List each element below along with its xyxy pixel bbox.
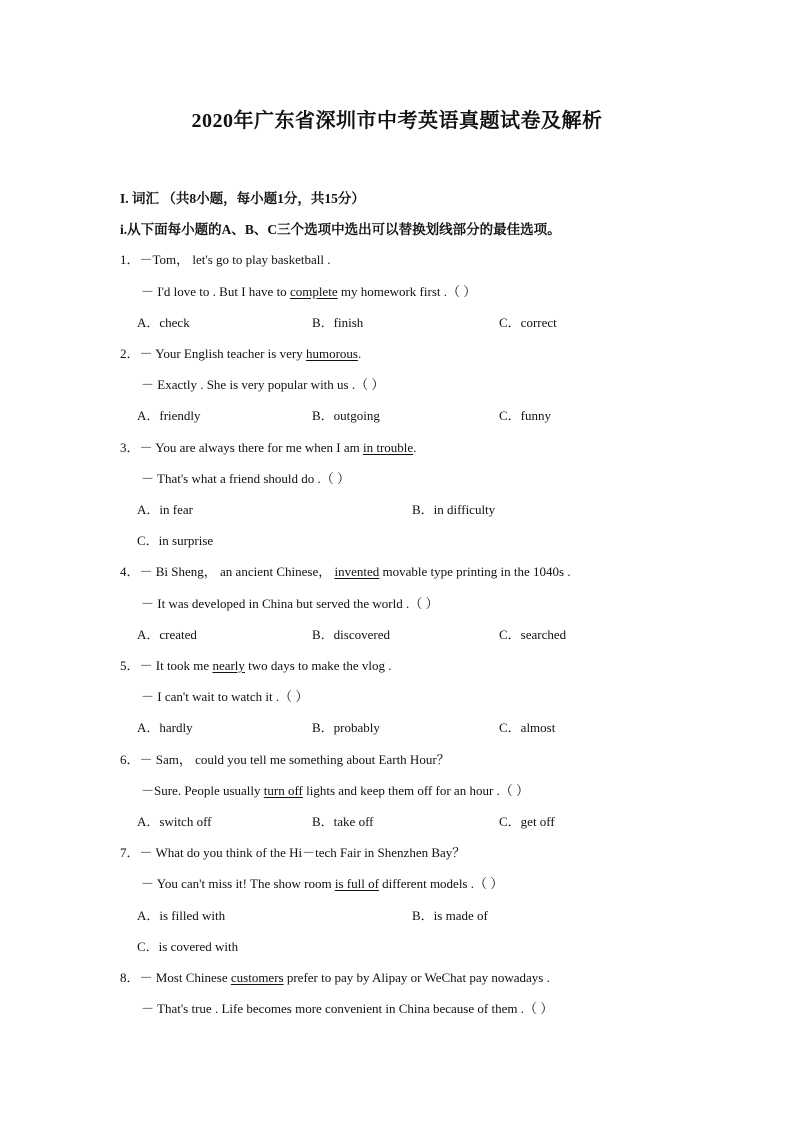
question-2-text-end: . [357, 346, 362, 361]
option-3c[interactable]: C．in surprise [137, 533, 214, 548]
response-6-text-end: lights and keep them off for an hour .（ ） [302, 783, 530, 798]
option-3a[interactable]: A．in fear [137, 502, 193, 517]
question-1 [120, 249, 331, 268]
underlined-word: is full of [334, 876, 379, 891]
question-4-text-end: movable type printing in the 1040s . [379, 564, 571, 579]
section-instruction: i.从下面每小题的A、B、C三个选项中选出可以替换划线部分的最佳选项。 [120, 222, 561, 237]
option-7a[interactable]: A．is filled with [137, 908, 226, 923]
response-5: － I can't wait to watch it .（ ） [141, 689, 309, 704]
option-5b[interactable]: B．probably [312, 720, 380, 735]
option-3b[interactable]: B．in difficulty [412, 502, 496, 517]
underlined-word: complete [289, 284, 338, 299]
response-3: － That's what a friend should do .（ ） [141, 471, 350, 486]
question-5 [120, 655, 392, 674]
response-6 [141, 780, 529, 799]
underlined-word: customers [230, 970, 284, 985]
response-7 [141, 873, 503, 892]
response-7-text-end: different models .（ ） [378, 876, 504, 891]
response-2: － Exactly . She is very popular with us .（ ） [141, 377, 385, 392]
question-2 [120, 343, 361, 362]
response-1 [141, 281, 476, 300]
option-2c[interactable]: C．funny [499, 408, 552, 423]
question-4-text: 4．－ Bi Sheng， an ancient Chinese， [120, 564, 335, 579]
option-5a[interactable]: A．hardly [137, 720, 193, 735]
option-1b[interactable]: B．finish [312, 315, 364, 330]
option-2a[interactable]: A．friendly [137, 408, 201, 423]
question-7: 7．－ What do you think of the Hi－tech Fair in Shenzhen Bay？ [120, 845, 466, 860]
question-2-text: 2．－ Your English teacher is very [120, 346, 306, 361]
question-8-text-end: prefer to pay by Alipay or WeChat pay nowadays . [283, 970, 550, 985]
section-heading: I. 词汇 （共8小题，每小题1分，共15分） [120, 191, 365, 206]
option-7c[interactable]: C．is covered with [137, 939, 239, 954]
response-6-text: －Sure. People usually [141, 783, 264, 798]
option-5c[interactable]: C．almost [499, 720, 556, 735]
option-6b[interactable]: B．take off [312, 814, 374, 829]
option-6a[interactable]: A．switch off [137, 814, 212, 829]
question-6: 6．－ Sam， could you tell me something about Earth Hour？ [120, 752, 450, 767]
question-3-text: 3．－ You are always there for me when I am [120, 440, 363, 455]
response-1-text: － I'd love to . But I have to [141, 284, 290, 299]
option-1c[interactable]: C．correct [499, 315, 557, 330]
option-4b[interactable]: B．discovered [312, 627, 390, 642]
option-2b[interactable]: B．outgoing [312, 408, 380, 423]
question-4 [120, 561, 571, 580]
option-4c[interactable]: C．searched [499, 627, 567, 642]
option-4a[interactable]: A．created [137, 627, 197, 642]
response-8: － That's true . Life becomes more convenient in China because of them .（ ） [141, 1001, 554, 1016]
page-title: 2020年广东省深圳市中考英语真题试卷及解析 [191, 110, 603, 132]
question-5-text: 5．－ It took me [120, 658, 213, 673]
question-8-text: 8．－ Most Chinese [120, 970, 231, 985]
question-5-text-end: two days to make the vlog . [244, 658, 392, 673]
response-1-text-end: my homework first .（ ） [337, 284, 477, 299]
option-7b[interactable]: B．is made of [412, 908, 488, 923]
option-6c[interactable]: C．get off [499, 814, 555, 829]
underlined-word: in trouble [362, 440, 414, 455]
question-3 [120, 437, 416, 456]
underlined-word: invented [334, 564, 380, 579]
underlined-word: humorous [305, 346, 358, 361]
underlined-word: turn off [263, 783, 303, 798]
option-1a[interactable]: A．check [137, 315, 190, 330]
question-3-text-end: . [413, 440, 417, 455]
underlined-word: nearly [212, 658, 245, 673]
question-8 [120, 967, 550, 986]
question-1-text: 1．－Tom， let's go to play basketball . [120, 252, 331, 267]
response-7-text: － You can't miss it! The show room [141, 876, 335, 891]
response-4: － It was developed in China but served the world .（ ） [141, 596, 439, 611]
